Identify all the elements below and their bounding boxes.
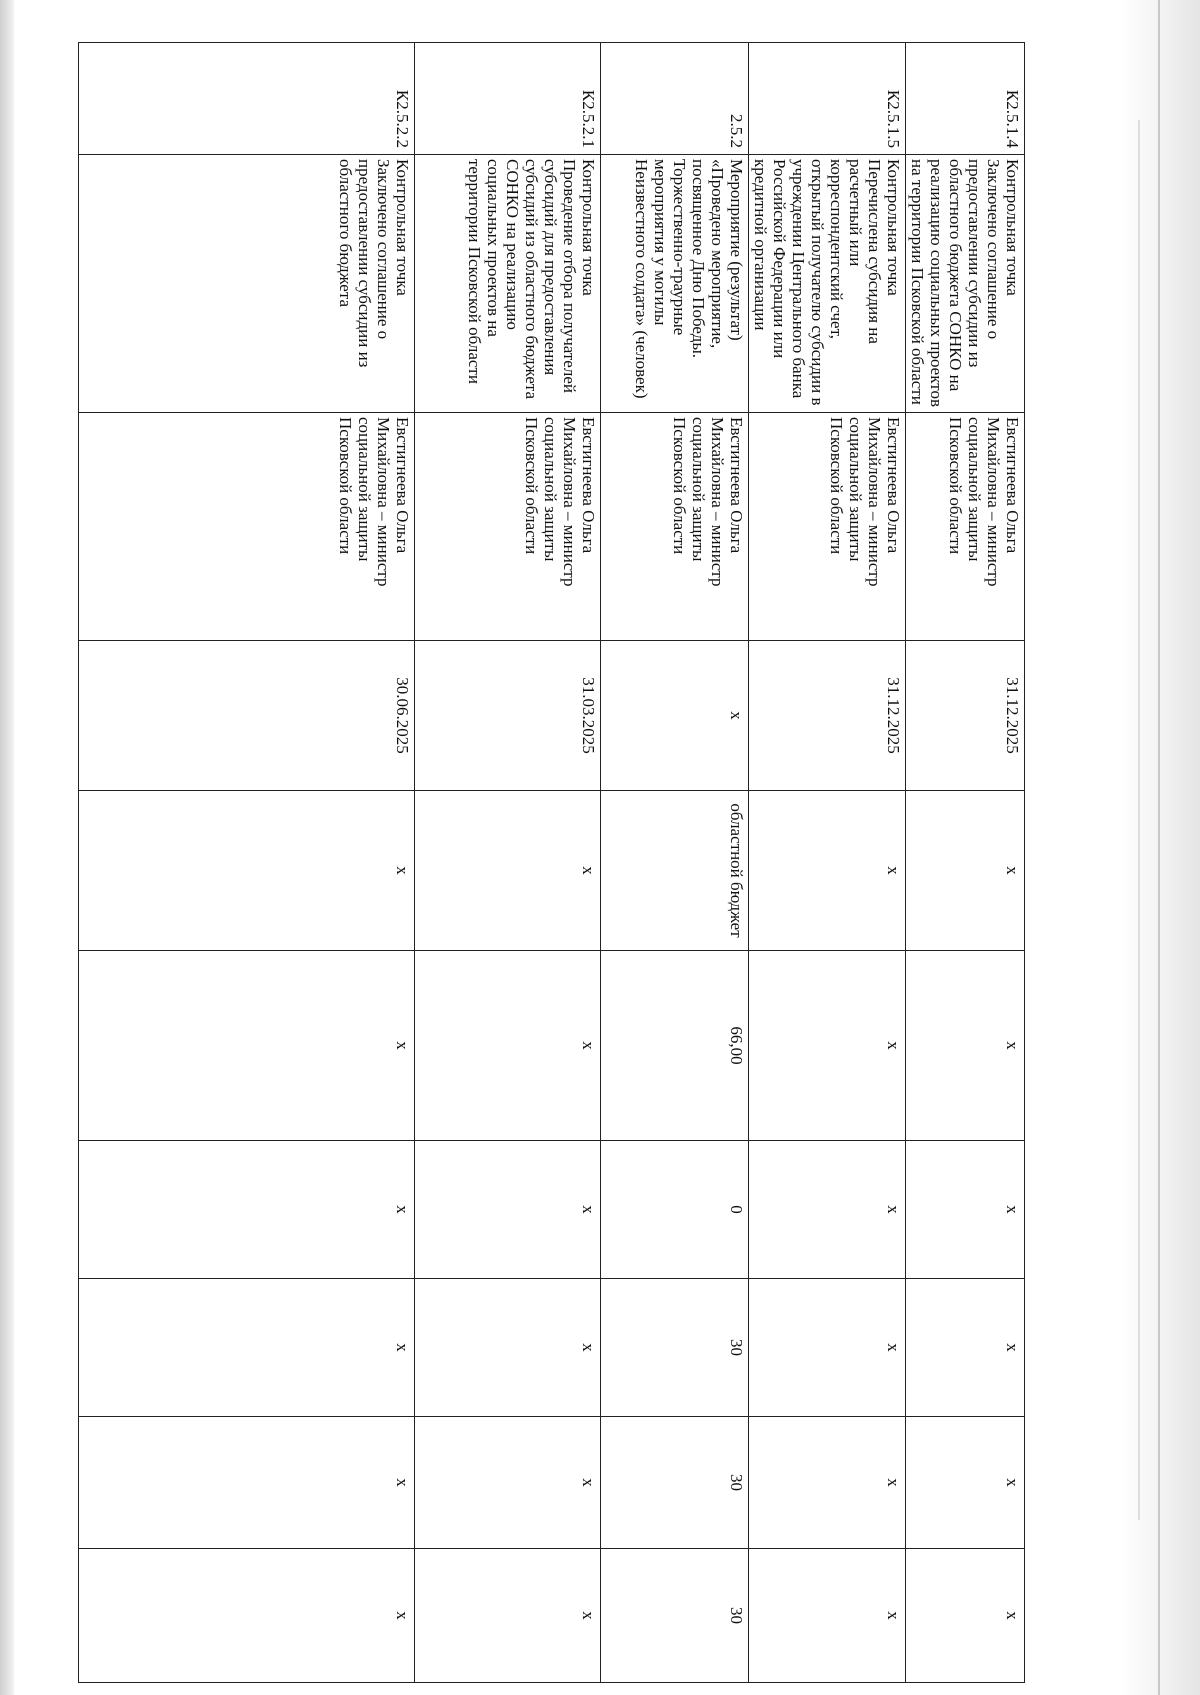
row-value: x bbox=[415, 1549, 601, 1683]
row-responsible: Евстигнеева Ольга Михайловна – министр социальной защиты Псковской области bbox=[749, 413, 906, 641]
table-row bbox=[415, 43, 601, 1683]
row-code: К2.5.2.2 bbox=[79, 43, 415, 155]
row-value: x bbox=[749, 1417, 906, 1549]
row-value: x bbox=[906, 1279, 1025, 1417]
row-code: К2.5.1.5 bbox=[749, 43, 906, 155]
table-row bbox=[79, 43, 415, 1683]
row-value: x bbox=[415, 1279, 601, 1417]
row-value: x bbox=[749, 1141, 906, 1279]
scan-line bbox=[1138, 120, 1140, 1520]
row-value: 30 bbox=[601, 1417, 749, 1549]
row-responsible: Евстигнеева Ольга Михайловна – министр социальной защиты Псковской области bbox=[906, 413, 1025, 641]
row-value: x bbox=[906, 1141, 1025, 1279]
scan-edge-left bbox=[0, 0, 14, 1695]
row-value: x bbox=[415, 1417, 601, 1549]
row-source: x bbox=[906, 791, 1025, 951]
row-date: 30.06.2025 bbox=[79, 641, 415, 791]
row-responsible: Евстигнеева Ольга Михайловна – министр социальной защиты Псковской области bbox=[601, 413, 749, 641]
row-value: x bbox=[415, 951, 601, 1141]
row-value: x bbox=[749, 951, 906, 1141]
row-value: x bbox=[415, 1141, 601, 1279]
row-value: x bbox=[906, 951, 1025, 1141]
row-value: x bbox=[906, 1549, 1025, 1683]
row-code: К2.5.2.1 bbox=[415, 43, 601, 155]
table-row bbox=[749, 43, 906, 1683]
row-value: 30 bbox=[601, 1279, 749, 1417]
row-value: x bbox=[79, 951, 415, 1141]
row-source: x bbox=[415, 791, 601, 951]
row-date: x bbox=[601, 641, 749, 791]
rotated-page bbox=[85, 42, 1025, 1682]
row-value: x bbox=[749, 1549, 906, 1683]
row-value: x bbox=[79, 1279, 415, 1417]
row-value: x bbox=[906, 1417, 1025, 1549]
row-code: 2.5.2 bbox=[601, 43, 749, 155]
table-row bbox=[906, 43, 1025, 1683]
table-row bbox=[601, 43, 749, 1683]
row-value: x bbox=[79, 1141, 415, 1279]
row-description: Контрольная точка Заключено соглашение о предоставлении субсидии из областного бюджета СОНКО на реализацию социальных проектов на территории Псковской области bbox=[906, 155, 1025, 413]
row-responsible: Евстигнеева Ольга Михайловна – министр социальной защиты Псковской области bbox=[415, 413, 601, 641]
row-value: x bbox=[79, 1417, 415, 1549]
row-description: Мероприятие (результат) «Проведено мероприятие, посвященное Дню Победы. Торжественно-траурные мероприятия у могилы Неизвестного солдата» (человек) bbox=[601, 155, 749, 413]
row-date: 31.03.2025 bbox=[415, 641, 601, 791]
row-source: областной бюджет bbox=[601, 791, 749, 951]
row-date: 31.12.2025 bbox=[749, 641, 906, 791]
row-date: 31.12.2025 bbox=[906, 641, 1025, 791]
row-description: Контрольная точка Перечислена субсидия на расчетный или корреспондентский счет, открытый получателю субсидии в учреждении Центрального банка Российской Федерации или кредитной организации bbox=[749, 155, 906, 413]
row-source: x bbox=[749, 791, 906, 951]
plan-table bbox=[78, 42, 1025, 1683]
scan-edge-right bbox=[1120, 0, 1200, 1695]
scan-line bbox=[1158, 0, 1160, 1695]
row-source: x bbox=[79, 791, 415, 951]
row-description: Контрольная точка Заключено соглашение о предоставлении субсидии из областного бюджета bbox=[79, 155, 415, 413]
row-value: 30 bbox=[601, 1549, 749, 1683]
row-value: 0 bbox=[601, 1141, 749, 1279]
row-value: x bbox=[79, 1549, 415, 1683]
row-code: К2.5.1.4 bbox=[906, 43, 1025, 155]
row-value: 66,00 bbox=[601, 951, 749, 1141]
row-responsible: Евстигнеева Ольга Михайловна – министр социальной защиты Псковской области bbox=[79, 413, 415, 641]
row-description: Контрольная точка Проведение отбора получателей субсидий для предоставления субсидий из областного бюджета СОНКО на реализацию социальных проектов на территории Псковской области bbox=[415, 155, 601, 413]
row-value: x bbox=[749, 1279, 906, 1417]
